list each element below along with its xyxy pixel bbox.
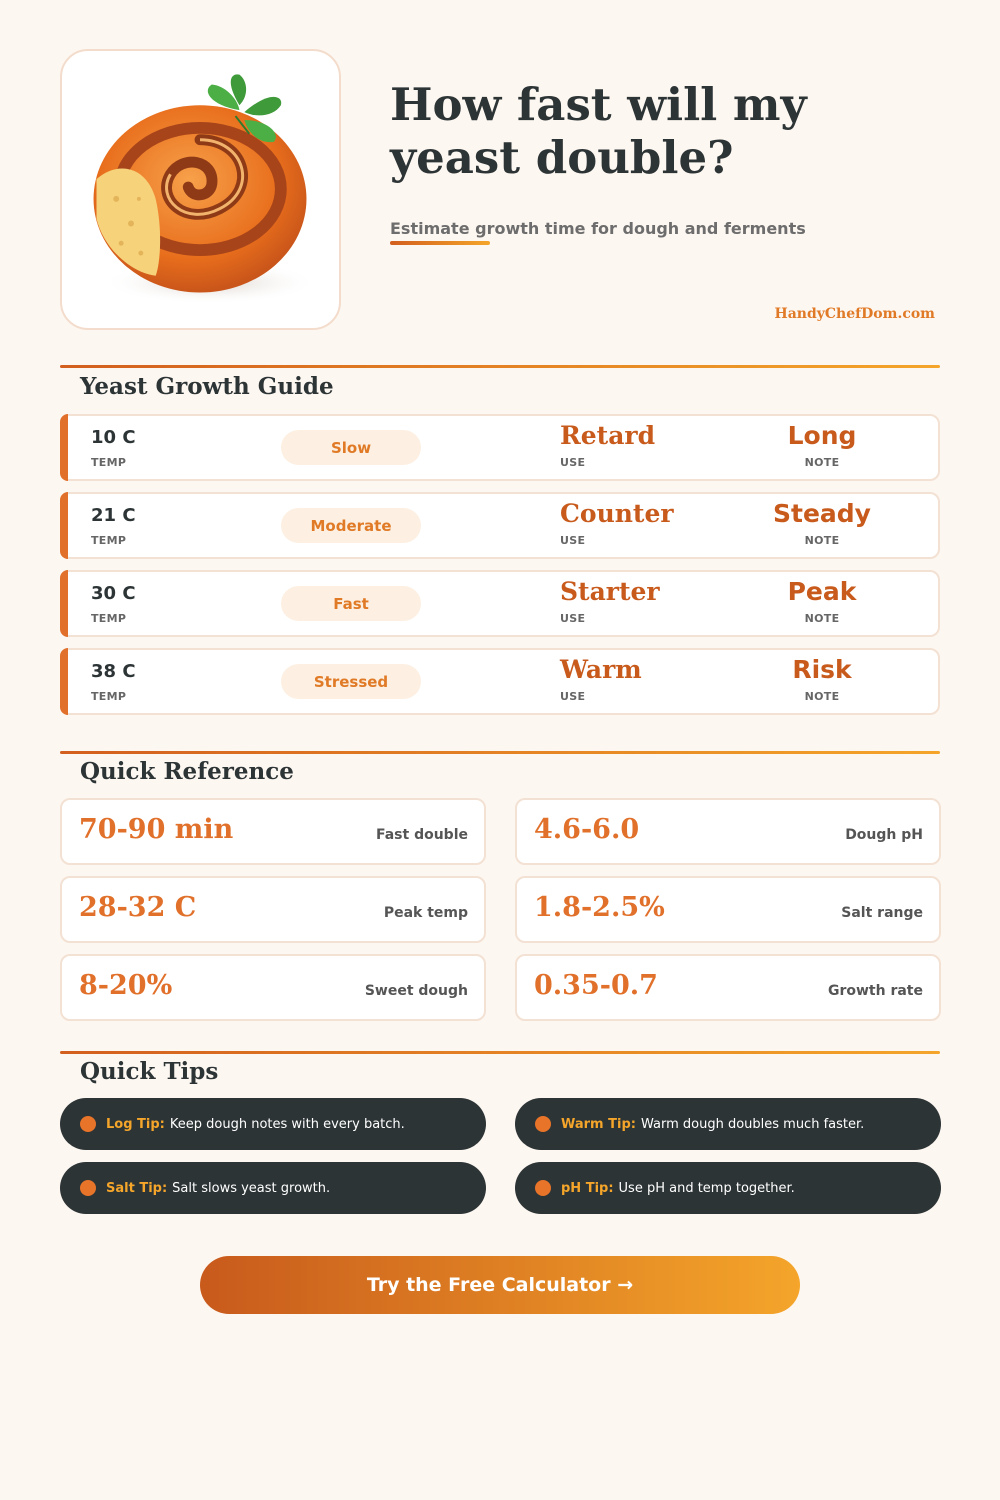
reference-value: 4.6-6.0 (534, 814, 640, 845)
reference-label: Growth rate (827, 983, 923, 999)
guide-temp: 10 C (91, 427, 136, 448)
tip-pill (515, 1162, 941, 1214)
tip-key: pH Tip: (561, 1180, 614, 1196)
reference-card (515, 954, 941, 1021)
guide-use: Retard (560, 421, 656, 450)
temp-label: TEMP (91, 690, 127, 703)
note-label: NOTE (804, 612, 840, 625)
reference-label: Fast double (375, 827, 468, 843)
speed-badge: Slow (281, 430, 421, 465)
reference-card (60, 876, 486, 943)
tip-key: Log Tip: (106, 1116, 165, 1132)
reference-label: Salt range (841, 905, 923, 921)
use-label: USE (560, 612, 586, 625)
reference-value: 8-20% (79, 970, 173, 1001)
subtitle-underline (390, 241, 490, 245)
reference-label: Dough pH (845, 827, 923, 843)
reference-title: Quick Reference (80, 758, 294, 785)
page-title: How fast will my yeast double? (390, 78, 807, 184)
guide-note: Long (787, 421, 857, 450)
guide-row (60, 492, 940, 559)
speed-badge: Fast (281, 586, 421, 621)
tip-key: Warm Tip: (561, 1116, 636, 1132)
guide-title: Yeast Growth Guide (80, 373, 334, 400)
guide-temp: 38 C (91, 661, 136, 682)
reference-label: Peak temp (383, 905, 468, 921)
guide-note: Steady (773, 499, 871, 528)
temp-label: TEMP (91, 456, 127, 469)
tip-key: Salt Tip: (106, 1180, 168, 1196)
tip-text: Keep dough notes with every batch. (169, 1116, 405, 1132)
reference-card (515, 876, 941, 943)
reference-value: 70-90 min (79, 814, 234, 845)
dot-icon (535, 1180, 551, 1196)
dot-icon (80, 1116, 96, 1132)
page-subtitle: Estimate growth time for dough and ferments (390, 219, 806, 238)
tip-pill (60, 1098, 486, 1150)
guide-row (60, 648, 940, 715)
reference-card (515, 798, 941, 865)
guide-temp: 30 C (91, 583, 136, 604)
tip-text: Use pH and temp together. (618, 1180, 795, 1196)
reference-value: 1.8-2.5% (534, 892, 665, 923)
reference-label: Sweet dough (364, 983, 468, 999)
reference-value: 28-32 C (79, 892, 197, 923)
speed-badge: Moderate (281, 508, 421, 543)
reference-card (60, 954, 486, 1021)
note-label: NOTE (804, 456, 840, 469)
tip-text: Salt slows yeast growth. (172, 1180, 331, 1196)
section-divider (60, 1051, 940, 1054)
reference-card (60, 798, 486, 865)
temp-label: TEMP (91, 534, 127, 547)
guide-use: Warm (560, 655, 642, 684)
tip-pill (60, 1162, 486, 1214)
note-label: NOTE (804, 534, 840, 547)
speed-badge: Stressed (281, 664, 421, 699)
section-divider (60, 365, 940, 368)
temp-label: TEMP (91, 612, 127, 625)
guide-row (60, 414, 940, 481)
brand-link[interactable]: HandyChefDom.com (774, 306, 935, 322)
use-label: USE (560, 690, 586, 703)
guide-use: Starter (560, 577, 660, 606)
cinnamon-roll-image (62, 51, 339, 328)
note-label: NOTE (804, 690, 840, 703)
use-label: USE (560, 534, 586, 547)
guide-temp: 21 C (91, 505, 136, 526)
calculator-cta-button[interactable]: Try the Free Calculator → (200, 1256, 800, 1314)
guide-note: Peak (787, 577, 857, 606)
dot-icon (535, 1116, 551, 1132)
guide-note: Risk (792, 655, 852, 684)
use-label: USE (560, 456, 586, 469)
guide-use: Counter (560, 499, 674, 528)
tip-text: Warm dough doubles much faster. (640, 1116, 865, 1132)
section-divider (60, 751, 940, 754)
tip-pill (515, 1098, 941, 1150)
tips-title: Quick Tips (80, 1058, 219, 1085)
dot-icon (80, 1180, 96, 1196)
hero-image-card (60, 49, 341, 330)
guide-row (60, 570, 940, 637)
reference-value: 0.35-0.7 (534, 970, 658, 1001)
